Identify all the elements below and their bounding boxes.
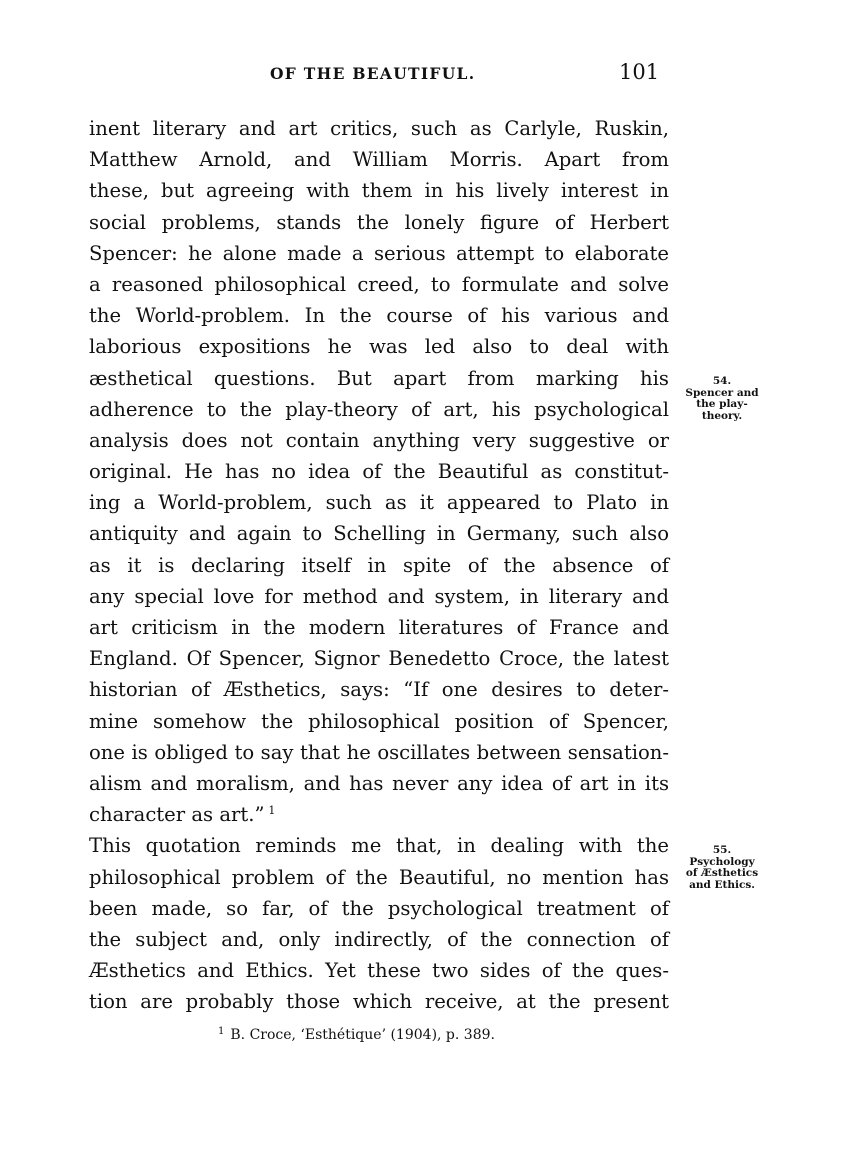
text-line: social problems, stands the lonely figure of Herbert [89, 210, 669, 234]
running-title: OF THE BEAUTIFUL. [270, 64, 476, 83]
text-line: as it is declaring itself in spite of the absence of [89, 553, 669, 577]
margin-note-line: the play- [696, 398, 748, 410]
text-line: been made, so far, of the psychological treatment of [89, 896, 669, 920]
text-line: laborious expositions he was led also to deal with [89, 335, 669, 359]
text-line: ing a World-problem, such as it appeared to Plato in [89, 491, 669, 515]
text-line: the subject and, only indirectly, of the connection of [89, 927, 669, 951]
margin-note-line: Psychology [689, 855, 755, 868]
text-line: one is obliged to say that he oscillates between sensation- [89, 740, 669, 764]
text-line: inent literary and art critics, such as Carlyle, Ruskin, [89, 117, 669, 140]
text-line [89, 799, 669, 830]
text-line: Spencer: he alone made a serious attempt to elaborate [89, 241, 669, 265]
text-line: the World-problem. In the course of his various and [89, 304, 669, 328]
text-line: This quotation reminds me that, in dealing with the [89, 834, 669, 858]
text-line: mine somehow the philosophical position of Spencer, [89, 709, 669, 733]
margin-note-line: 54. [712, 375, 732, 387]
text-line: any special love for method and system, in literary and [89, 584, 669, 608]
text-line: England. Of Spencer, Signor Benedetto Croce, the latest [89, 647, 669, 671]
body-text [89, 113, 669, 1017]
margin-note-54 [672, 376, 772, 422]
text-line: antiquity and again to Schelling in Germany, such also [89, 522, 669, 546]
text-line: these, but agreeing with them in his lively interest in [89, 179, 669, 203]
footnote-text: B. Croce, ‘Esthétique’ (1904), p. 389. [230, 1027, 495, 1043]
text-line: a reasoned philosophical creed, to formulate and solve [89, 272, 669, 296]
text-line: original. He has no idea of the Beautiful as constitut- [89, 460, 669, 484]
text-line: Æsthetics and Ethics. Yet these two sides of the ques- [89, 959, 669, 983]
text-line: analysis does not contain anything very suggestive or [89, 428, 669, 452]
text-line: Matthew Arnold, and William Morris. Apart from [89, 148, 669, 172]
text-line: art criticism in the modern literatures of France and [89, 616, 669, 639]
text-line: historian of Æsthetics, says: “If one desires to deter- [89, 678, 669, 702]
margin-note-line: 55. [712, 844, 732, 856]
page-header [0, 60, 850, 90]
margin-note-55 [672, 845, 772, 891]
margin-note-line: of Æsthetics [685, 867, 759, 879]
margin-note-line: Spencer and [685, 386, 759, 399]
margin-note-line: theory. [701, 409, 743, 422]
text-line: tion are probably those which receive, at the present [89, 990, 669, 1014]
footnote-ref: 1 [268, 804, 276, 818]
text-line: adherence to the play-theory of art, his psychological [89, 397, 669, 421]
quote-end: character as art.” [89, 803, 265, 827]
text-line: æsthetical questions. But apart from marking his [89, 366, 669, 390]
text-line: philosophical problem of the Beautiful, no mention has [89, 865, 669, 889]
footnote [218, 1026, 495, 1043]
footnote-mark: 1 [218, 1026, 225, 1037]
page-number: 101 [619, 60, 660, 84]
text-line: alism and moralism, and has never any idea of art in its [89, 771, 669, 795]
margin-note-line: and Ethics. [689, 878, 755, 891]
